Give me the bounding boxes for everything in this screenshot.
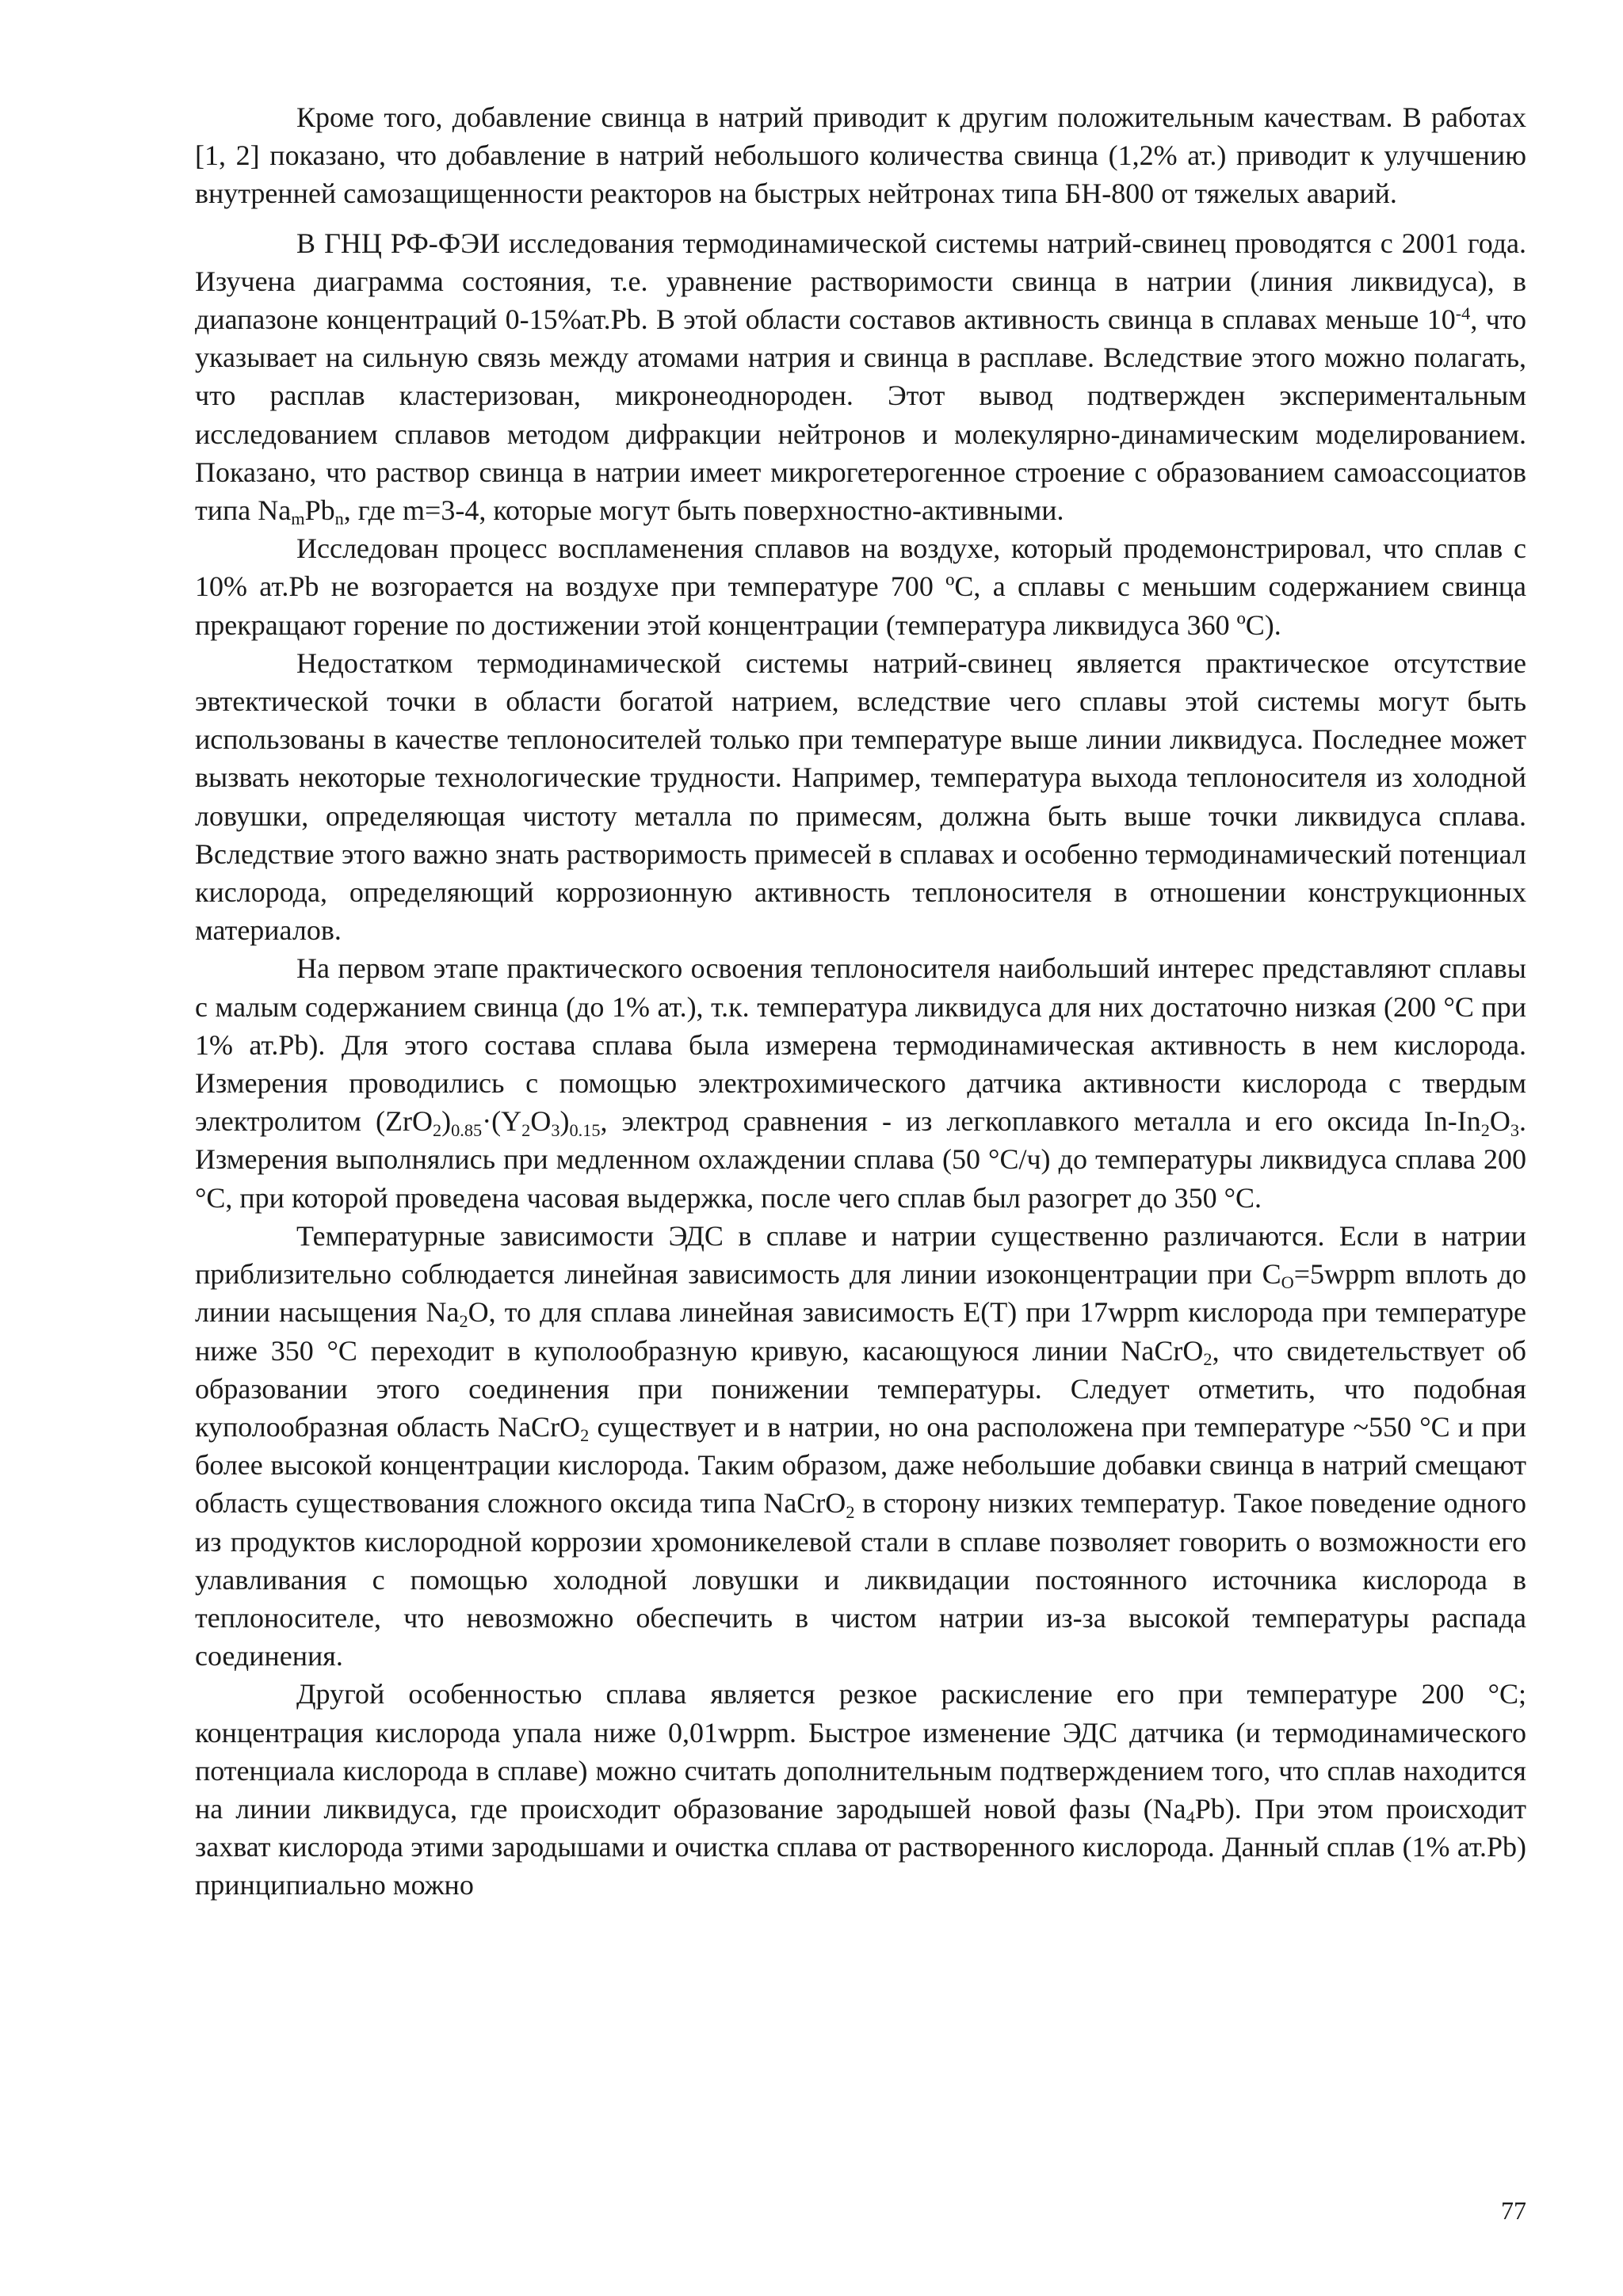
text-run: ) xyxy=(441,1105,452,1138)
subscript: 2 xyxy=(580,1425,590,1446)
subscript: 2 xyxy=(846,1501,855,1522)
text-run: В ГНЦ РФ-ФЭИ исследования термодинамической системы натрий-свинец проводятся с 2001 года. Изучена диаграмма состояния, т.е. уравнение растворимости свинца в натрии (линия ликвидуса), в диапазоне концентраций 0-15%ат.Pb. В этой области составов активность свинца в сплавах меньше 10 xyxy=(195,227,1526,336)
subscript: 2 xyxy=(1480,1119,1490,1140)
text-run: O xyxy=(1489,1105,1510,1138)
paragraph-1-text: Кроме того, добавление свинца в натрий приводит к другим положительным качествам. В работах [1, 2] показано, что добавление в натрий небольшого количества свинца (1,2% ат.) приводит к улучшению внутренней самозащищенности реакторов на быстрых нейтронах типа БН-800 от тяжелых аварий. xyxy=(195,101,1526,210)
text-run: На первом этапе практического освоения теплоносителя наибольший интерес представляют сплавы с малым содержанием свинца (до 1% ат.), т.к. температура ликвидуса для них достаточно низкая (200 °С при 1% ат.Pb). Для этого состава сплава была измерена термодинамическая активность в нем кислорода. Измерения проводились с помощью электрохимического датчика активности кислорода с твердым электролитом (ZrO xyxy=(195,952,1526,1138)
subscript: 2 xyxy=(1203,1348,1212,1369)
subscript: m xyxy=(291,509,305,529)
paragraph-7 xyxy=(195,1675,1526,1904)
text-run: . Измерения выполнялись при медленном охлаждении сплава (50 °С/ч) до температуры ликвидуса сплава 200 °С, при которой проведена часовая выдержка, после чего сплав был разогрет до 350 °С. xyxy=(195,1105,1526,1214)
subscript: 3 xyxy=(551,1119,560,1140)
text-run: Температурные зависимости ЭДС в сплаве и натрии существенно различаются. Если в натрии приблизительно соблюдается линейная зависимость для линии изоконцентрации при С xyxy=(195,1219,1526,1291)
subscript: 0.15 xyxy=(569,1119,601,1140)
text-run: Pb). При этом происходит захват кислорода этими зародышами и очистка сплава от растворенного кислорода. Данный сплав (1% ат.Pb) принципиально можно xyxy=(195,1792,1526,1901)
text-run: O xyxy=(530,1105,552,1138)
page-body xyxy=(195,98,1526,1905)
subscript: 4 xyxy=(1186,1807,1195,1828)
text-run: , что свидетельствует об образовании этого соединения при понижении температуры. Следует отметить, что подобная куполообразная область NaCrO xyxy=(195,1334,1526,1443)
subscript: О xyxy=(1281,1272,1294,1293)
text-run: , что указывает на сильную связь между атомами натрия и свинца в расплаве. Вследствие этого можно полагать, что расплав кластеризован, микронеоднороден. Этот вывод подтвержден экспериментальным исследованием сплавов методом дифракции нейтронов и молекулярно-динамическим моделированием. Показано, что раствор свинца в натрии имеет микрогетерогенное строение с образованием самоассоциатов типа Na xyxy=(195,303,1526,527)
paragraph-5 xyxy=(195,949,1526,1216)
paragraph-4-text: Недостатком термодинамической системы натрий-свинец является практическое отсутствие эвтектической точки в области богатой натрием, вследствие чего сплавы этой системы могут быть использованы в качестве теплоносителей только при температуре выше линии ликвидуса. Последнее может вызвать некоторые технологические трудности. Например, температура выхода теплоносителя из холодной ловушки, определяющая чистоту металла по примесям, должна быть выше точки ликвидуса сплава. Вследствие этого важно знать растворимость примесей в сплавах и особенно термодинамический потенциал кислорода, определяющий коррозионную активность теплоносителя в отношении конструкционных материалов. xyxy=(195,646,1526,947)
text-run: , где m=3-4, которые могут быть поверхностно-активными. xyxy=(343,494,1064,527)
subscript: 2 xyxy=(432,1119,442,1140)
subscript: 2 xyxy=(459,1310,468,1331)
subscript: 0.85 xyxy=(451,1119,483,1140)
subscript: n xyxy=(334,509,344,529)
paragraph-3-text: Исследован процесс воспламенения сплавов на воздухе, который продемонстрировал, что сплав с 10% ат.Pb не возгорается на воздухе при температуре 700 ºС, а сплавы с меньшим содержанием свинца прекращают горение по достижении этой концентрации (температура ликвидуса 360 ºС). xyxy=(195,532,1526,641)
text-run: ) xyxy=(559,1105,570,1138)
page-number: 77 xyxy=(1501,2196,1526,2225)
paragraph-2 xyxy=(195,224,1526,530)
paragraph-1 xyxy=(195,98,1526,213)
paragraph-3 xyxy=(195,529,1526,644)
paragraph-6 xyxy=(195,1217,1526,1675)
text-run: ·(Y xyxy=(482,1105,522,1138)
text-run: Pb xyxy=(304,494,335,527)
text-run: Другой особенностью сплава является резкое раскисление его при температуре 200 °С; концентрация кислорода упала ниже 0,01wppm. Быстрое изменение ЭДС датчика (и термодинамического потенциала кислорода в сплаве) можно считать дополнительным подтверждением того, что сплав находится на линии ликвидуса, где происходит образование зародышей новой фазы (Na xyxy=(195,1678,1526,1825)
paragraph-4 xyxy=(195,644,1526,950)
superscript: -4 xyxy=(1455,303,1471,323)
subscript: 2 xyxy=(521,1119,531,1140)
text-run: O, то для сплава линейная зависимость E(T) при 17wppm кислорода при температуре ниже 350 °С переходит в куполообразную кривую, касающуюся линии NaCrO xyxy=(195,1296,1526,1367)
text-run: существует и в натрии, но она расположена при температуре ~550 °С и при более высокой концентрации кислорода. Таким образом, даже небольшие добавки свинца в натрий смещают область существования сложного оксида типа NaCrO xyxy=(195,1410,1526,1520)
text-run: =5wppm вплоть до линии насыщения Na xyxy=(195,1258,1526,1329)
text-run: , электрод сравнения - из легкоплавкого металла и его оксида In-In xyxy=(600,1105,1481,1138)
text-run: в сторону низких температур. Такое поведение одного из продуктов кислородной коррозии хромоникелевой стали в сплаве позволяет говорить о возможности его улавливания с помощью холодной ловушки и ликвидации постоянного источника кислорода в теплоносителе, что невозможно обеспечить в чистом натрии из-за высокой температуры распада соединения. xyxy=(195,1487,1526,1672)
subscript: 3 xyxy=(1510,1119,1519,1140)
